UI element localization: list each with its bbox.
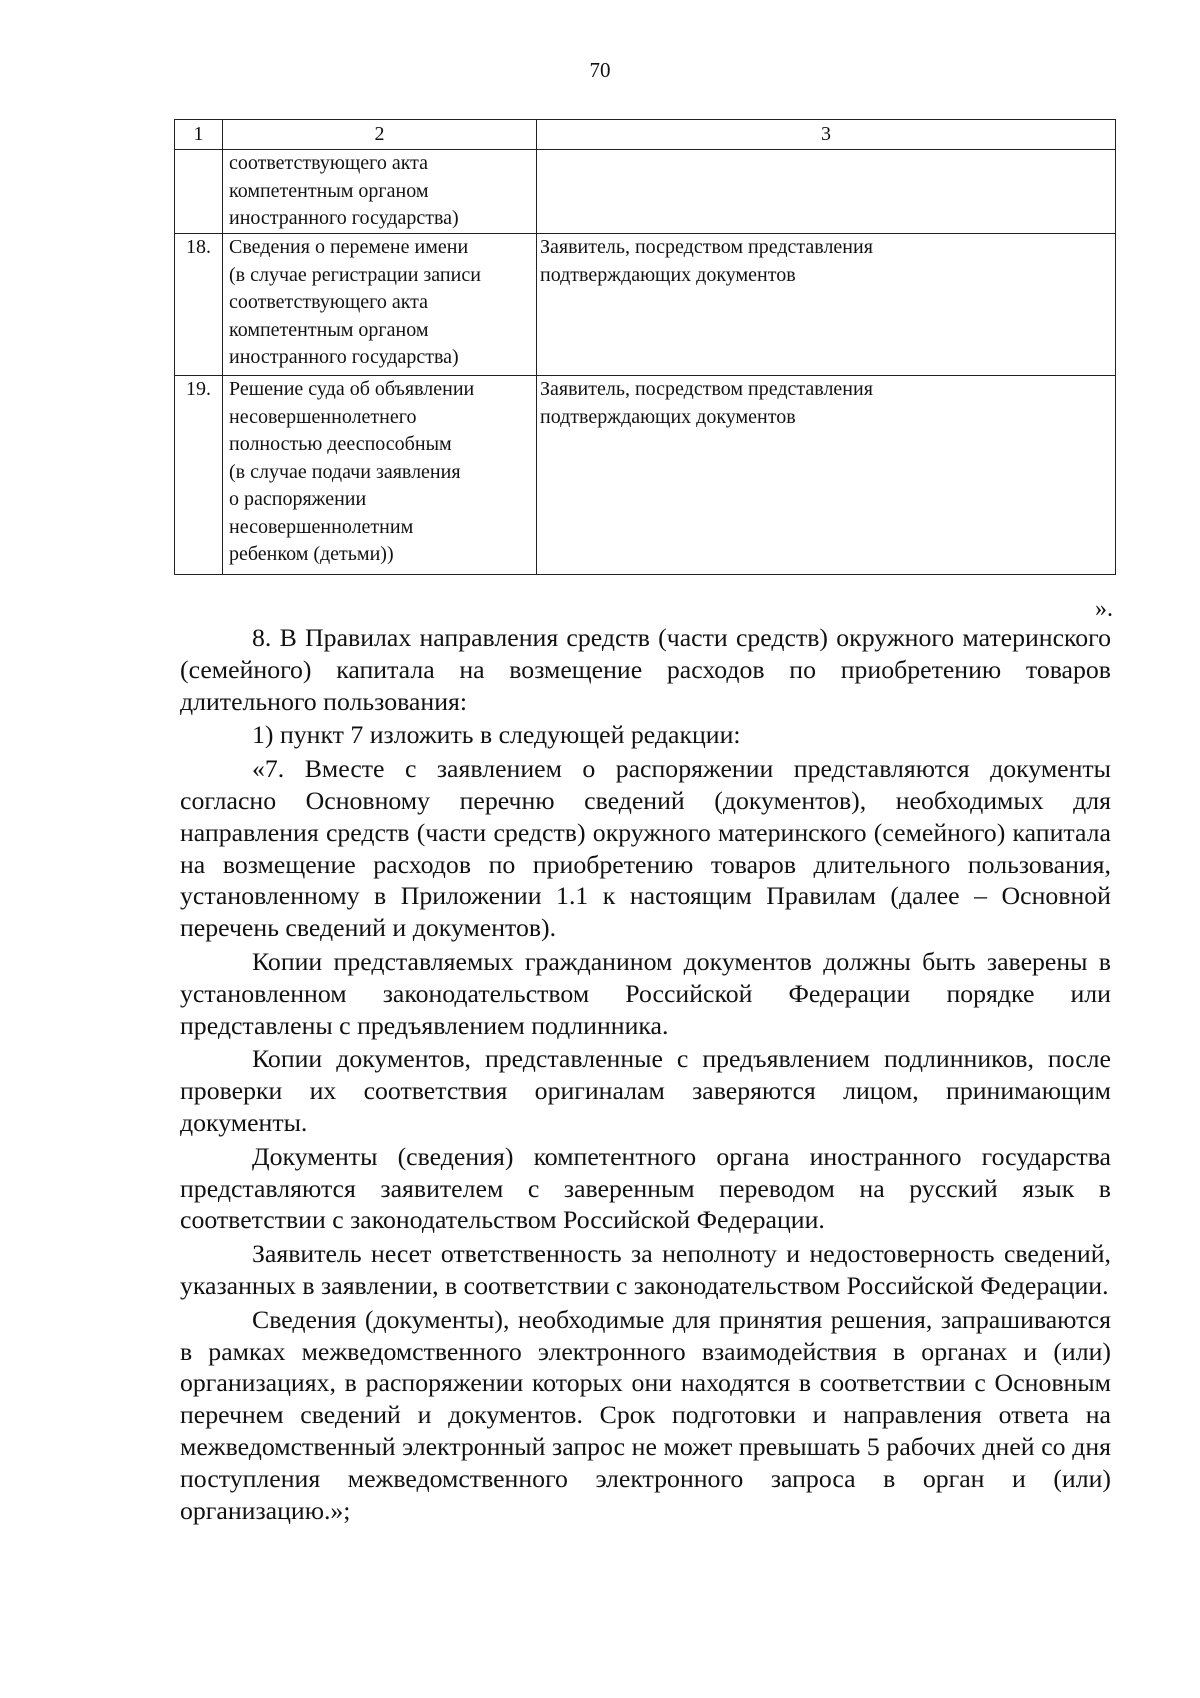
- paragraph: Копии документов, представленные с предъявлением подлинников, после проверки их соответствия оригиналам заверяются лицом, принимающим документы.: [180, 1044, 1111, 1137]
- table-header-row: [175, 120, 1116, 150]
- paragraph: «7. Вместе с заявлением о распоряжении представляются документы согласно Основному перечню сведений (документов), необходимых для направления средств (части средств) окружного материнского (семейного) капитала на возмещение расходов по приобретению товаров длительного пользования, установленному в Приложении 1.1 к настоящим Правилам (далее – Основной перечень сведений и документов).: [180, 754, 1111, 943]
- row-number-cell: 19.: [175, 376, 223, 575]
- paragraph: Копии представляемых гражданином документов должны быть заверены в установленном законодательством Российской Федерации порядке или представлены с предъявлением подлинника.: [180, 946, 1111, 1040]
- row-number-cell: [175, 150, 223, 234]
- cell-line: несовершеннолетнего: [229, 405, 417, 428]
- cell-line: подтверждающих документов: [540, 263, 796, 286]
- cell-line: подтверждающих документов: [540, 405, 796, 428]
- cell-line: полностью дееспособным: [229, 433, 452, 455]
- header-cell: 2: [223, 120, 537, 150]
- header-cell: 3: [537, 120, 1116, 150]
- cell-line: Заявитель, посредством представления: [540, 236, 873, 258]
- source-cell: [537, 234, 1116, 376]
- documents-table: [174, 119, 1116, 575]
- source-cell: [537, 150, 1116, 234]
- cell-line: (в случае подачи заявления: [229, 460, 461, 483]
- cell-line: иностранного государства): [229, 346, 459, 368]
- source-cell: [537, 376, 1116, 575]
- cell-line: (в случае регистрации записи: [229, 263, 481, 286]
- paragraph: Документы (сведения) компетентного органа иностранного государства представляются заявителем с заверенным переводом на русский язык в соответствии с законодательством Российской Федерации.: [180, 1141, 1111, 1235]
- cell-line: иностранного государства): [229, 207, 459, 229]
- table-row: [175, 150, 1116, 234]
- info-cell: [223, 234, 537, 376]
- cell-line: соответствующего акта: [229, 152, 429, 174]
- header-cell: 1: [175, 120, 223, 150]
- table-row: [175, 234, 1116, 376]
- cell-line: о распоряжении: [229, 488, 367, 510]
- document-body: [180, 622, 1111, 1528]
- cell-line: ребенком (детьми)): [229, 543, 394, 565]
- cell-line: соответствующего акта: [229, 291, 429, 313]
- paragraph: Заявитель несет ответственность за неполноту и недостоверность сведений, указанных в заявлении, в соответствии с законодательством Российской Федерации.: [180, 1239, 1111, 1300]
- cell-line: несовершеннолетним: [229, 515, 414, 538]
- cell-line: компетентным органом: [229, 318, 429, 341]
- row-number-cell: 18.: [175, 234, 223, 376]
- cell-line: Решение суда об объявлении: [229, 378, 475, 400]
- cell-line: Заявитель, посредством представления: [540, 378, 873, 400]
- closing-quote: ».: [1095, 596, 1113, 622]
- info-cell: [223, 150, 537, 234]
- info-cell: [223, 376, 537, 575]
- page-number: 70: [589, 58, 611, 82]
- cell-line: компетентным органом: [229, 179, 429, 202]
- paragraph: 1) пункт 7 изложить в следующей редакции:: [252, 720, 741, 750]
- table-row: [175, 376, 1116, 575]
- paragraph: 8. В Правилах направления средств (части средств) окружного материнского (семейного) капитала на возмещение расходов по приобретению товаров длительного пользования:: [180, 623, 1111, 716]
- cell-line: Сведения о перемене имени: [229, 236, 469, 258]
- paragraph: Сведения (документы), необходимые для принятия решения, запрашиваются в рамках межведомственного электронного взаимодействия в органах и (или) организациях, в распоряжении которых они находятся в соответствии с Основным перечнем сведений и документов. Срок подготовки и направления ответа на межведомственный электронный запрос не может превышать 5 рабочих дней со дня поступления межведомственного электронного запроса в орган и (или) организацию.»;: [180, 1304, 1111, 1525]
